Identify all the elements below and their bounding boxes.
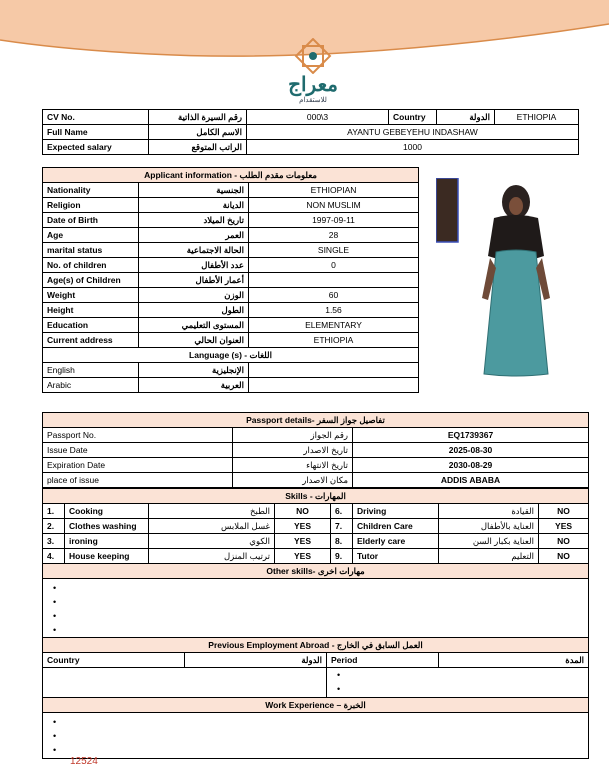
company-logo (268, 38, 358, 108)
experience-list (43, 713, 589, 759)
field-label-ar: العمر (139, 228, 249, 243)
skills-row (43, 519, 589, 534)
skill-label-ar: ترتيب المنزل (149, 549, 275, 564)
employment-period-label: Period (327, 653, 439, 668)
skill-value: NO (539, 534, 589, 549)
applicant-info-table (42, 167, 419, 393)
field-value: 1997-09-11 (249, 213, 419, 228)
other-skills-title: Other skills- مهارات اخرى (43, 564, 589, 579)
skills-row (43, 504, 589, 519)
other-skill-item (47, 581, 584, 595)
passport-row (43, 443, 589, 458)
skill-number: 9. (331, 549, 353, 564)
employment-period-label-ar: المدة (439, 653, 589, 668)
language-label: English (43, 363, 139, 378)
skills-row (43, 534, 589, 549)
passport-value: ADDIS ABABA (353, 473, 589, 488)
field-value: 28 (249, 228, 419, 243)
field-value: 60 (249, 288, 419, 303)
cv-no-value: 000\3 (247, 110, 389, 125)
logo-tagline: للاستقدام (299, 97, 327, 104)
language-label-ar: الإنجليزية (139, 363, 249, 378)
skill-number: 7. (331, 519, 353, 534)
employment-country-value (43, 668, 327, 698)
applicant-section-title: Applicant information - معلومات مقدم الطلب (43, 168, 419, 183)
skills-section-title: Skills - المهارات (43, 489, 589, 504)
experience-item (47, 743, 584, 757)
experience-item (47, 715, 584, 729)
field-label-ar: تاريخ الميلاد (139, 213, 249, 228)
skill-label-ar: الطبخ (149, 504, 275, 519)
passport-label: Issue Date (43, 443, 233, 458)
field-label-ar: أعمار الأطفال (139, 273, 249, 288)
experience-item (47, 729, 584, 743)
employment-country-label-ar: الدولة (185, 653, 327, 668)
field-label-ar: الطول (139, 303, 249, 318)
field-label: Religion (43, 198, 139, 213)
salary-label: Expected salary (43, 140, 149, 155)
applicant-row (43, 273, 419, 288)
skills-table (42, 488, 589, 639)
skill-value: NO (539, 504, 589, 519)
field-value: 1.56 (249, 303, 419, 318)
skill-number: 4. (43, 549, 65, 564)
field-label: No. of children (43, 258, 139, 273)
applicant-row (43, 228, 419, 243)
skill-label-ar: الكوي (149, 534, 275, 549)
passport-row (43, 458, 589, 473)
field-label: Age (43, 228, 139, 243)
field-label-ar: الحالة الاجتماعية (139, 243, 249, 258)
skill-label: ironing (65, 534, 149, 549)
language-label: Arabic (43, 378, 139, 393)
salary-label-ar: الراتب المتوقع (149, 140, 247, 155)
cv-no-label: CV No. (43, 110, 149, 125)
passport-row (43, 428, 589, 443)
passport-label-ar: رقم الجواز (233, 428, 353, 443)
passport-label-ar: تاريخ الاصدار (233, 443, 353, 458)
passport-row (43, 473, 589, 488)
employment-country-label: Country (43, 653, 185, 668)
applicant-photo (436, 178, 591, 378)
skill-label-ar: القيادة (439, 504, 539, 519)
field-label: Current address (43, 333, 139, 348)
skill-label: Clothes washing (65, 519, 149, 534)
country-label: Country (389, 110, 437, 125)
language-label-ar: العربية (139, 378, 249, 393)
skill-value: YES (275, 549, 331, 564)
skill-number: 2. (43, 519, 65, 534)
period-item (331, 668, 584, 682)
field-label-ar: المستوى التعليمي (139, 318, 249, 333)
skill-number: 8. (331, 534, 353, 549)
field-value: 0 (249, 258, 419, 273)
field-label-ar: عدد الأطفال (139, 258, 249, 273)
skill-label-ar: التعليم (439, 549, 539, 564)
skill-number: 1. (43, 504, 65, 519)
employment-period-list (327, 668, 589, 698)
skill-number: 6. (331, 504, 353, 519)
experience-section-title: Work Experience – الخبرة (43, 698, 589, 713)
other-skill-item (47, 595, 584, 609)
field-label-ar: العنوان الحالي (139, 333, 249, 348)
applicant-row (43, 303, 419, 318)
field-value: ELEMENTARY (249, 318, 419, 333)
field-value: NON MUSLIM (249, 198, 419, 213)
skill-number: 3. (43, 534, 65, 549)
logo-wordmark: معراج (288, 74, 338, 96)
passport-value: 2025-08-30 (353, 443, 589, 458)
applicant-row (43, 258, 419, 273)
skill-label: Children Care (353, 519, 439, 534)
skill-value: YES (539, 519, 589, 534)
other-skill-item (47, 609, 584, 623)
field-label: Height (43, 303, 139, 318)
passport-table (42, 412, 589, 488)
full-name-label: Full Name (43, 125, 149, 140)
field-value: SINGLE (249, 243, 419, 258)
country-label-ar: الدولة (437, 110, 495, 125)
skill-label: Cooking (65, 504, 149, 519)
skill-value: YES (275, 534, 331, 549)
other-skill-item (47, 623, 584, 637)
applicant-row (43, 213, 419, 228)
applicant-row (43, 198, 419, 213)
footer-text: 12524 (70, 756, 98, 764)
applicant-row (43, 183, 419, 198)
language-row (43, 363, 419, 378)
skill-value: NO (275, 504, 331, 519)
period-item (331, 682, 584, 696)
passport-value: 2030-08-29 (353, 458, 589, 473)
applicant-row (43, 288, 419, 303)
salary-value: 1000 (247, 140, 579, 155)
skill-value: YES (275, 519, 331, 534)
applicant-row (43, 333, 419, 348)
country-value: ETHIOPIA (495, 110, 579, 125)
language-row (43, 378, 419, 393)
field-label: Education (43, 318, 139, 333)
field-label: marital status (43, 243, 139, 258)
skill-label: Tutor (353, 549, 439, 564)
full-name-label-ar: الاسم الكامل (149, 125, 247, 140)
skill-label-ar: غسل الملابس (149, 519, 275, 534)
cv-no-label-ar: رقم السيرة الذاتية (149, 110, 247, 125)
cv-header-table (42, 109, 579, 155)
passport-section-title: Passport details- تفاصيل جواز السفر (43, 413, 589, 428)
field-label-ar: الوزن (139, 288, 249, 303)
full-name-value: AYANTU GEBEYEHU INDASHAW (247, 125, 579, 140)
passport-label: place of issue (43, 473, 233, 488)
geometric-star-icon (291, 38, 335, 74)
applicant-row (43, 318, 419, 333)
field-label-ar: الجنسية (139, 183, 249, 198)
language-section-title: Language (s) - اللغات (43, 348, 419, 363)
field-label-ar: الديانة (139, 198, 249, 213)
field-value: ETHIOPIA (249, 333, 419, 348)
field-value (249, 273, 419, 288)
language-value (249, 378, 419, 393)
employment-table (42, 637, 589, 759)
skill-label-ar: العناية بالأطفال (439, 519, 539, 534)
passport-label-ar: تاريخ الانتهاء (233, 458, 353, 473)
field-value: ETHIOPIAN (249, 183, 419, 198)
skill-label-ar: العناية بكبار السن (439, 534, 539, 549)
passport-label: Passport No. (43, 428, 233, 443)
skills-row (43, 549, 589, 564)
language-value (249, 363, 419, 378)
skill-label: Driving (353, 504, 439, 519)
employment-section-title: Previous Employment Abroad - العمل السابق في الخارج (43, 638, 589, 653)
passport-label-ar: مكان الاصدار (233, 473, 353, 488)
skill-label: House keeping (65, 549, 149, 564)
skill-label: Elderly care (353, 534, 439, 549)
field-label: Nationality (43, 183, 139, 198)
field-label: Weight (43, 288, 139, 303)
passport-label: Expiration Date (43, 458, 233, 473)
other-skills-list (43, 579, 589, 639)
field-label: Age(s) of Children (43, 273, 139, 288)
skill-value: NO (539, 549, 589, 564)
applicant-row (43, 243, 419, 258)
passport-value: EQ1739367 (353, 428, 589, 443)
field-label: Date of Birth (43, 213, 139, 228)
